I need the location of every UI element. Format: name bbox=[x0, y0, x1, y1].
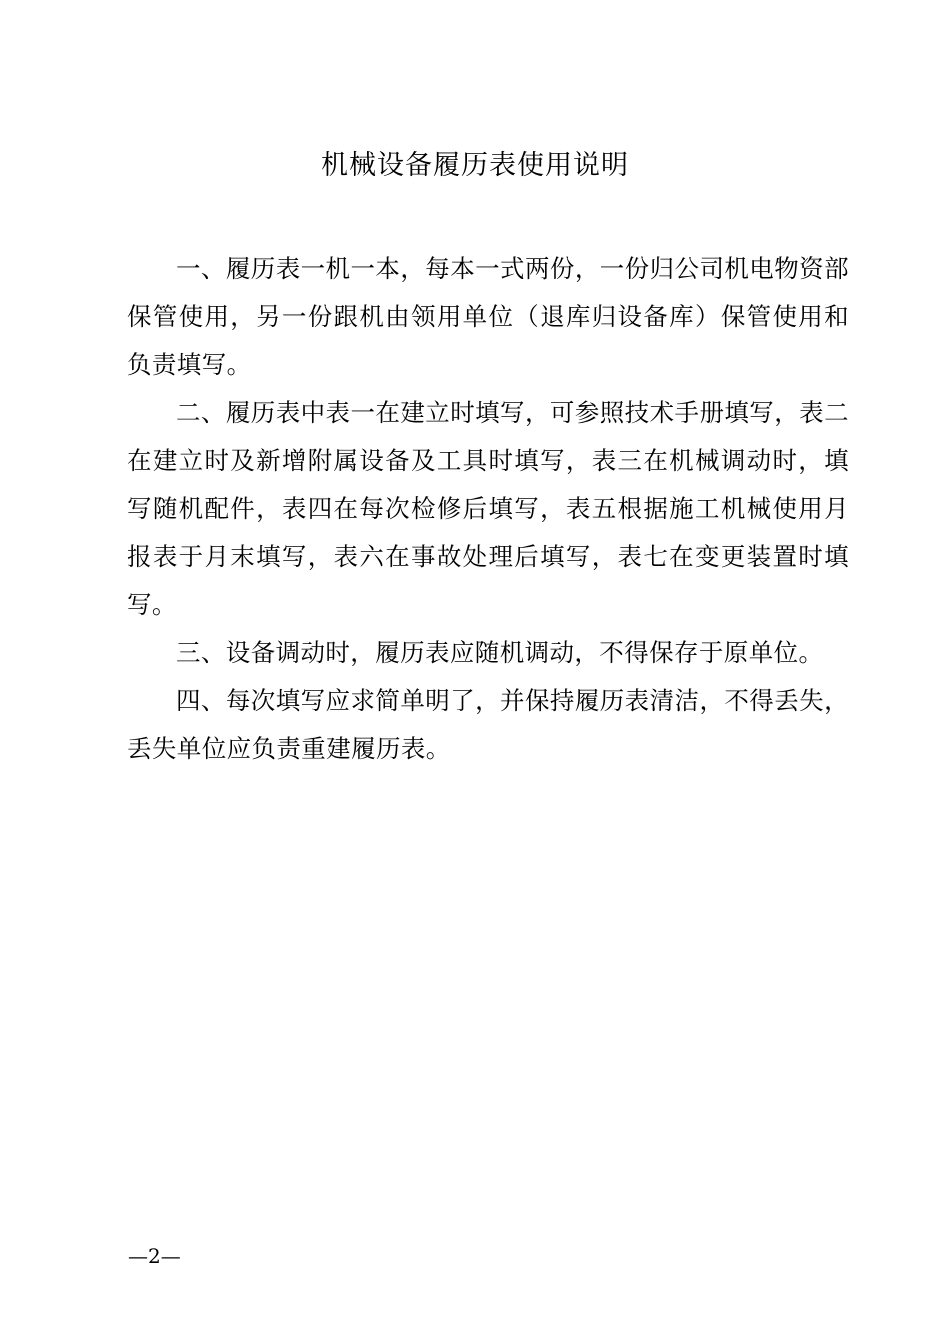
document-title: 机械设备履历表使用说明 bbox=[321, 150, 629, 181]
paragraph-3: 三、设备调动时，履历表应随机调动，不得保存于原单位。 bbox=[176, 638, 824, 667]
paragraph-4: 四、每次填写应求简单明了，并保持履历表清洁，不得丢失，丢失单位应负责重建履历表。 bbox=[127, 686, 849, 763]
paragraph-2: 二、履历表中表一在建立时填写，可参照技术手册填写，表二在建立时及新增附属设备及工具时填写，表三在机械调动时，填写随机配件，表四在每次检修后填写，表五根据施工机械使用月报表于月末填写，表六在事故处理后填写，表七在变更装置时填写。 bbox=[127, 398, 849, 619]
document-body bbox=[127, 245, 849, 773]
page-number: —2— bbox=[128, 1244, 181, 1268]
paragraph-1: 一、履历表一机一本，每本一式两份，一份归公司机电物资部保管使用，另一份跟机由领用单位（退库归设备库）保管使用和负责填写。 bbox=[127, 254, 849, 379]
